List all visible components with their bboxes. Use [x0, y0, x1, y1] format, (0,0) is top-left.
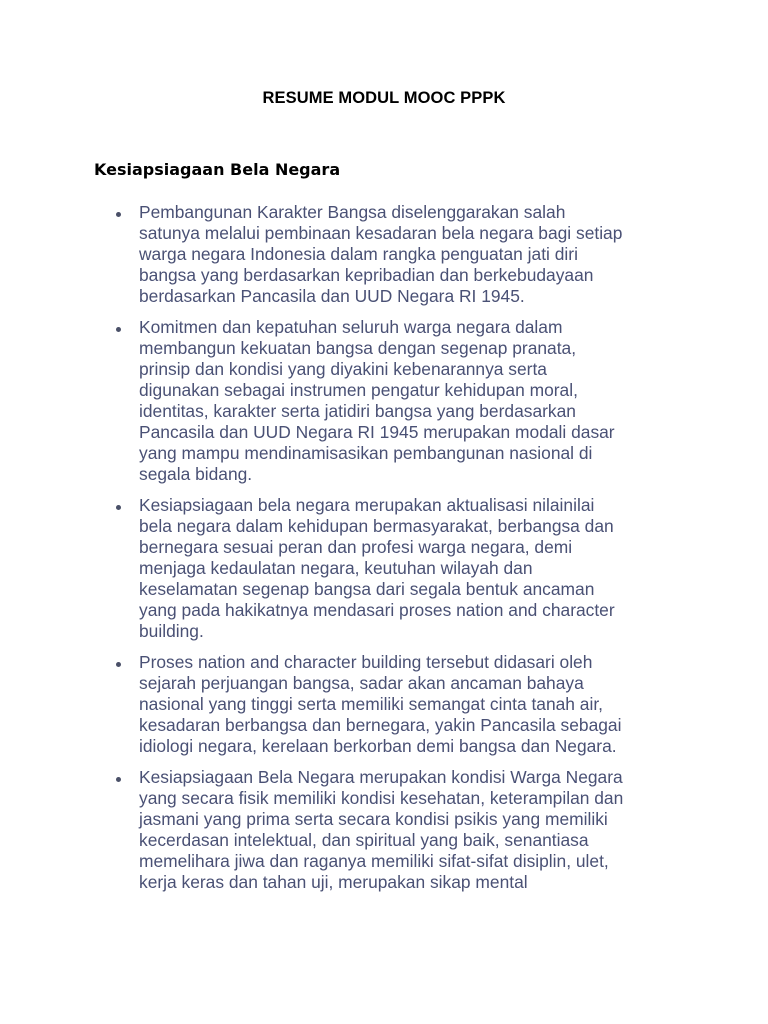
- bullet-text: Pembangunan Karakter Bangsa diselenggarakan salah satunya melalui pembinaan kesadaran bela negara bagi setiap warga negara Indonesia dalam rangka penguatan jati diri bangsa yang berdasarkan kepribadian dan berkebudayaan berdasarkan Pancasila dan UUD Negara RI 1945.: [139, 202, 623, 306]
- document-title: RESUME MODUL MOOC PPPK: [262, 89, 506, 107]
- bullet-dot-icon: [116, 327, 121, 332]
- bullet-dot-icon: [116, 212, 121, 217]
- bullet-item: [114, 202, 684, 307]
- bullet-text: Kesiapsiagaan bela negara merupakan aktualisasi nilainilai bela negara dalam kehidupan bermasyarakat, berbangsa dan bernegara sesuai peran dan profesi warga negara, demi menjaga kedaulatan negara, keutuhan wilayah dan keselamatan segenap bangsa dari segala bentuk ancaman yang pada hakikatnya mendasari proses nation and character building.: [139, 495, 615, 641]
- bullet-item: [114, 495, 684, 642]
- bullet-item: [114, 317, 684, 485]
- section-heading: Kesiapsiagaan Bela Negara: [94, 160, 341, 179]
- bullet-dot-icon: [116, 505, 121, 510]
- bullet-item: [114, 652, 684, 757]
- bullet-item: [114, 767, 684, 893]
- bullet-list: [114, 202, 684, 903]
- bullet-dot-icon: [116, 777, 121, 782]
- bullet-text: Komitmen dan kepatuhan seluruh warga negara dalam membangun kekuatan bangsa dengan segenap pranata, prinsip dan kondisi yang diyakini kebenarannya serta digunakan sebagai instrumen pengatur kehidupan moral, identitas, karakter serta jatidiri bangsa yang berdasarkan Pancasila dan UUD Negara RI 1945 merupakan modali dasar yang mampu mendinamisasikan pembangunan nasional di segala bidang.: [139, 317, 615, 484]
- bullet-dot-icon: [116, 662, 121, 667]
- bullet-text: Kesiapsiagaan Bela Negara merupakan kondisi Warga Negara yang secara fisik memiliki kondisi kesehatan, keterampilan dan jasmani yang prima serta secara kondisi psikis yang memiliki kecerdasan intelektual, dan spiritual yang baik, senantiasa memelihara jiwa dan raganya memiliki sifat-sifat disiplin, ulet, kerja keras dan tahan uji, merupakan sikap mental: [139, 767, 624, 892]
- bullet-text: Proses nation and character building tersebut didasari oleh sejarah perjuangan bangsa, sadar akan ancaman bahaya nasional yang tinggi serta memiliki semangat cinta tanah air, kesadaran berbangsa dan bernegara, yakin Pancasila sebagai idiologi negara, kerelaan berkorban demi bangsa dan Negara.: [139, 652, 622, 756]
